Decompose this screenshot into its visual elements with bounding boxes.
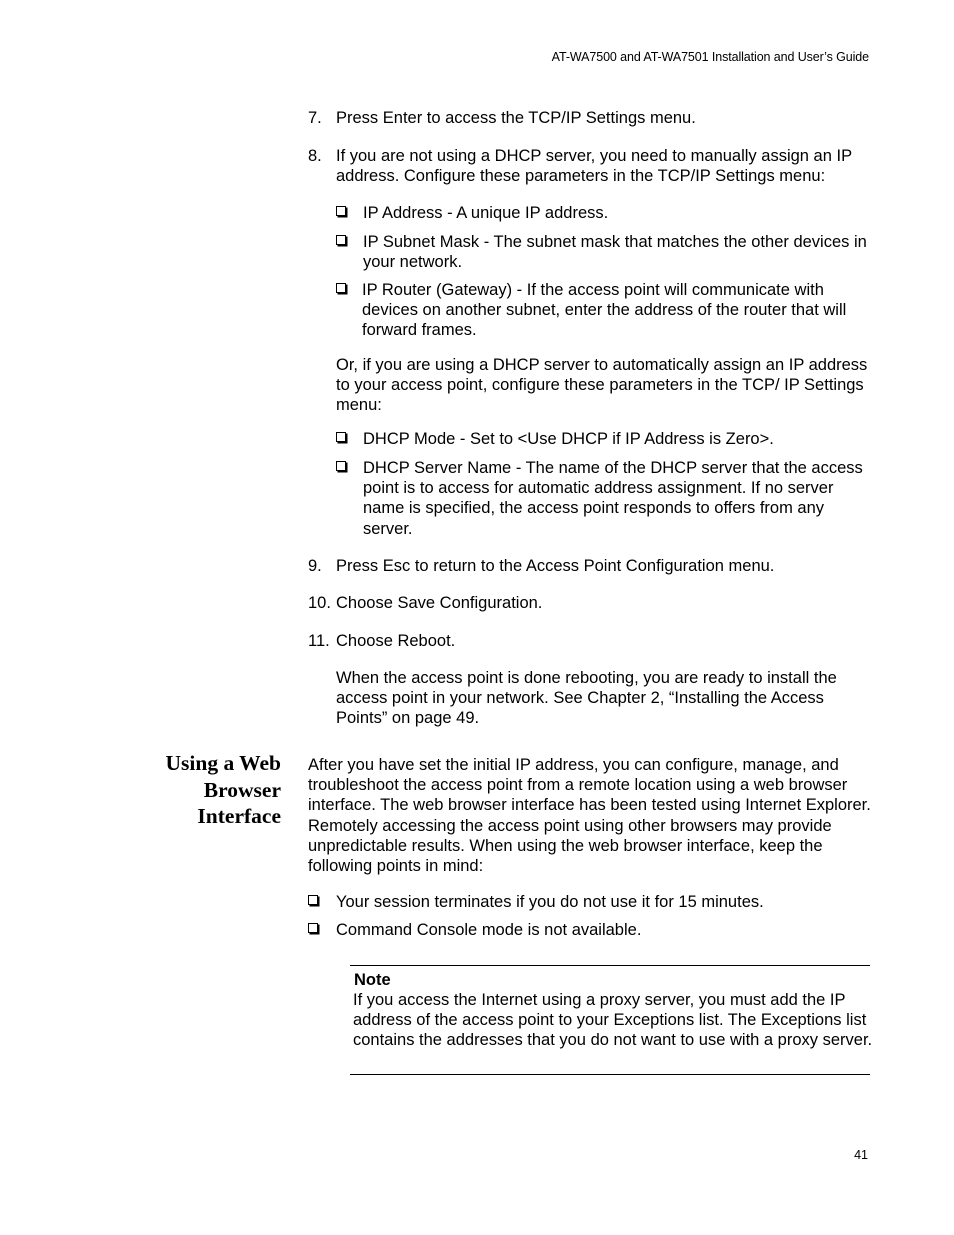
step-number: 10. <box>308 594 331 612</box>
step-number: 11. <box>308 632 330 650</box>
paragraph: When the access point is done rebooting, you are ready to install the access point in your network. See Chapter 2, “Installing the Access Points” on page 49. <box>336 669 837 728</box>
list-item: IP Router (Gateway) - If the access point will communicate with devices on another subnet, enter the address of the router that will forward frames. <box>362 281 847 340</box>
note-body: If you access the Internet using a proxy server, you must add the IP address of the access point to your Exceptions list. The Exceptions list contains the addresses that you do not want to use with a proxy server. <box>353 991 873 1050</box>
note-label: Note <box>354 971 391 989</box>
checkbox-bullet-icon <box>336 429 346 449</box>
step-text: Choose Reboot. <box>336 632 456 650</box>
step-number: 8. <box>308 147 322 165</box>
step-text: Press Enter to access the TCP/IP Settings menu. <box>336 109 696 127</box>
checkbox-bullet-icon <box>336 280 346 300</box>
note-bottom-rule <box>350 1074 870 1075</box>
running-header: AT-WA7500 and AT-WA7501 Installation and User’s Guide <box>551 50 869 64</box>
note-top-rule <box>350 965 870 966</box>
list-item: Command Console mode is not available. <box>336 921 642 939</box>
list-item: DHCP Mode - Set to <Use DHCP if IP Address is Zero>. <box>363 430 774 448</box>
checkbox-bullet-icon <box>336 458 346 478</box>
page-number: 41 <box>854 1148 868 1162</box>
section-heading: Using a Web Browser Interface <box>165 751 281 828</box>
step-text: Choose Save Configuration. <box>336 594 543 612</box>
step-number: 9. <box>308 557 322 575</box>
checkbox-bullet-icon <box>308 892 318 912</box>
list-item: IP Subnet Mask - The subnet mask that matches the other devices in your network. <box>363 233 867 272</box>
paragraph: Or, if you are using a DHCP server to automatically assign an IP address to your access point, configure these parameters in the TCP/ IP Settings menu: <box>336 356 868 415</box>
checkbox-bullet-icon <box>336 203 346 223</box>
paragraph: After you have set the initial IP address, you can configure, manage, and troubleshoot the access point from a remote location using a web browser interface. The web browser interface has been tested using Internet Explorer. Remotely accessing the access point using other browsers may provide unpredictable results. When using the web browser interface, keep the following points in mind: <box>308 756 871 876</box>
list-item: DHCP Server Name - The name of the DHCP server that the access point is to access for automatic address assignment. If no server name is specified, the access point responds to offers from any server. <box>363 459 863 538</box>
checkbox-bullet-icon <box>308 920 318 940</box>
step-number: 7. <box>308 109 322 127</box>
step-text: Press Esc to return to the Access Point Configuration menu. <box>336 557 775 575</box>
checkbox-bullet-icon <box>336 232 346 252</box>
step-text: If you are not using a DHCP server, you need to manually assign an IP address. Configure these parameters in the TCP/IP Settings menu: <box>336 147 852 186</box>
list-item: Your session terminates if you do not use it for 15 minutes. <box>336 893 764 911</box>
list-item: IP Address - A unique IP address. <box>363 204 609 222</box>
